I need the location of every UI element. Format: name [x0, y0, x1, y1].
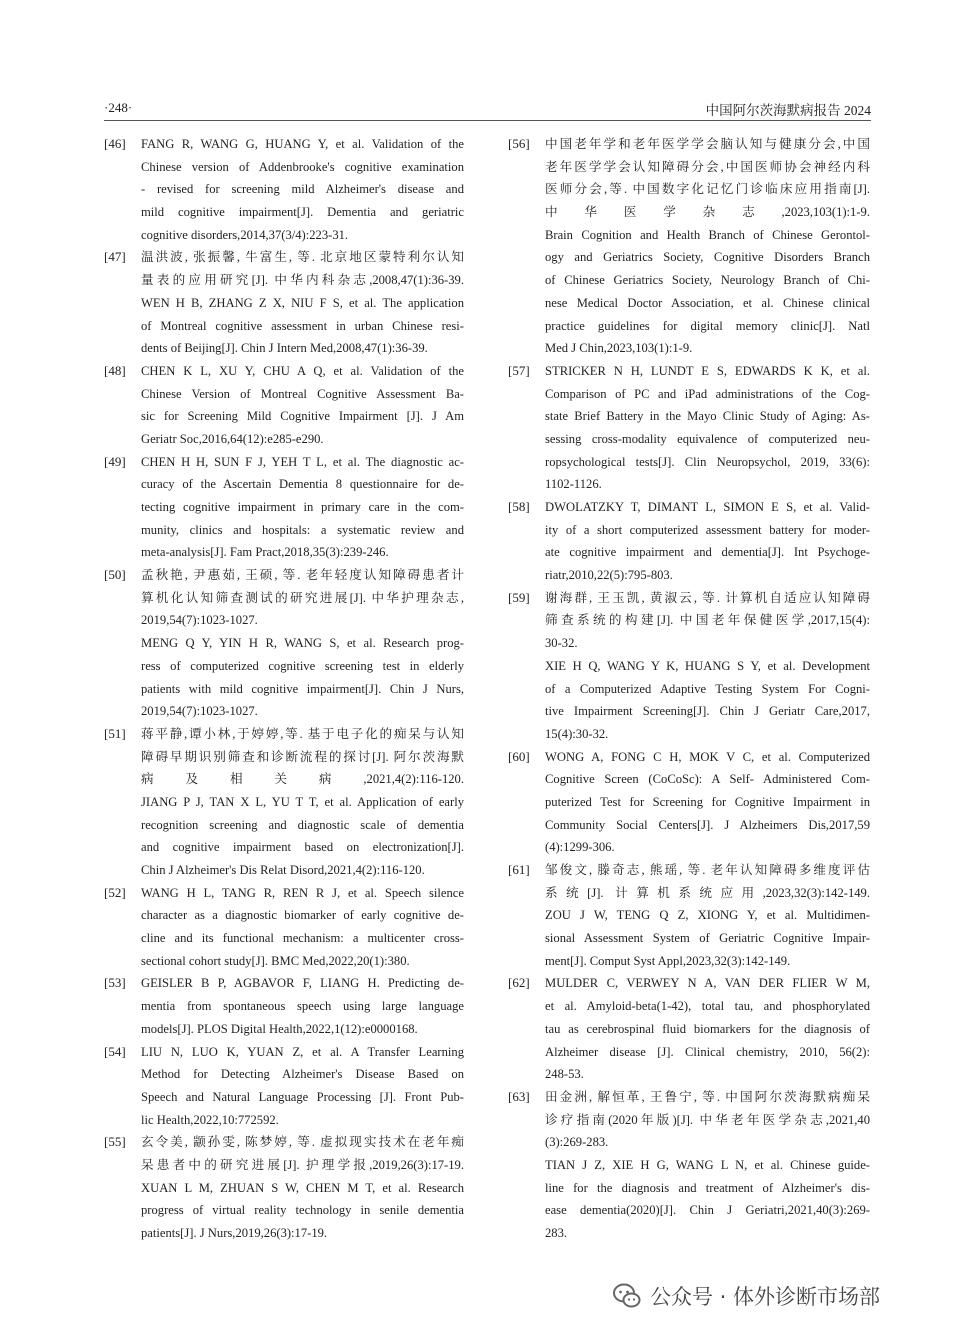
- reference-line: 2019,54(7):1023-1027.: [141, 613, 258, 628]
- reference-line: 系统[J]. 计算机系统应用,2023,32(3):142-149.: [545, 885, 870, 900]
- reference-number: [58]: [508, 499, 530, 514]
- reference-text: [141, 451, 464, 564]
- reference-number: [47]: [104, 249, 126, 265]
- reference-entry: [508, 587, 870, 746]
- watermark-text: 公众号 · 体外诊断市场部: [650, 1285, 881, 1309]
- reference-line: ZOU J W, TENG Q Z, XIONG Y, et al. Multidimen-: [545, 908, 870, 923]
- reference-line: 医师分会,等. 中国数字化记忆门诊临床应用指南[J].: [545, 182, 870, 197]
- reference-line: 248-53.: [545, 1067, 584, 1082]
- reference-line: Chin J Alzheimer's Dis Relat Disord,2021,4(2):116-120.: [141, 863, 425, 877]
- reference-text: [141, 1131, 464, 1244]
- reference-line: ogy and Geriatrics Society, Cognitive Disorders Branch: [545, 250, 870, 265]
- reference-line: STRICKER N H, LUNDT E S, EDWARDS K K, et al.: [545, 363, 870, 378]
- reference-text: [545, 587, 870, 746]
- reference-line: mentia from spontaneous speech using large language: [141, 999, 464, 1014]
- reference-line: 筛查系统的构建[J]. 中国老年保健医学,2017,15(4):: [545, 613, 870, 628]
- reference-entry: [508, 746, 870, 859]
- reference-line: Cognitive Screen (CoCoSc): A Self- Administered Com-: [545, 772, 870, 787]
- reference-line: 2019,54(7):1023-1027.: [141, 704, 258, 719]
- reference-line: of Chinese Geriatrics Society, Neurology Branch of Chi-: [545, 273, 870, 288]
- reference-line: cognitive disorders,2014,37(3/4):223-31.: [141, 227, 349, 242]
- reference-number: [50]: [104, 567, 126, 583]
- reference-line: Chinese version of Addenbrooke's cognitive examination: [141, 159, 464, 174]
- reference-line: Speech and Natural Language Processing [J]. Front Pub-: [141, 1089, 464, 1104]
- reference-line: Comparison of PC and iPad administrations of the Cog-: [545, 386, 870, 401]
- reference-text: [545, 746, 870, 859]
- reference-line: sectional cohort study[J]. BMC Med,2022,20(1):380.: [141, 953, 410, 968]
- reference-text: [545, 360, 870, 496]
- references-left-column: [104, 133, 464, 1245]
- reference-line: Alzheimer disease [J]. Clinical chemistry, 2010, 56(2):: [545, 1044, 870, 1059]
- reference-line: patients with mild cognitive impairment[J]. Chin J Nurs,: [141, 681, 464, 696]
- reference-text: [141, 246, 464, 359]
- reference-text: [141, 133, 464, 246]
- reference-entry: [508, 133, 870, 360]
- reference-text: [141, 723, 464, 882]
- page-number: ·248·: [104, 100, 133, 115]
- reference-line: riatr,2010,22(5):795-803.: [545, 568, 673, 583]
- reference-text: [141, 1041, 464, 1132]
- reference-text: [141, 564, 464, 723]
- reference-entry: [508, 360, 870, 496]
- reference-line: 温洪波, 张振馨, 牛富生, 等. 北京地区蒙特利尔认知: [141, 250, 464, 265]
- reference-line: 量表的应用研究[J]. 中华内科杂志,2008,47(1):36-39.: [141, 273, 464, 288]
- reference-line: XUAN L M, ZHUAN S W, CHEN M T, et al. Research: [141, 1180, 464, 1195]
- reference-entry: [104, 564, 464, 723]
- header-divider: [104, 120, 871, 121]
- reference-number: [62]: [508, 975, 530, 991]
- reference-number: [46]: [104, 136, 126, 151]
- reference-text: [545, 972, 870, 1085]
- reference-line: tecting cognitive impairment in primary care in the com-: [141, 500, 464, 514]
- reference-line: lic Health,2022,10:772592.: [141, 1112, 279, 1127]
- reference-number: [63]: [508, 1088, 530, 1104]
- reference-line: MENG Q Y, YIN H R, WANG S, et al. Research prog-: [141, 636, 464, 651]
- reference-line: progress of virtual reality technology in senile dementia: [141, 1203, 464, 1218]
- reference-text: [141, 360, 464, 451]
- reference-line: 诊疗指南(2020年版)[J]. 中华老年医学杂志,2021,40: [545, 1112, 870, 1127]
- reference-entry: [104, 360, 464, 451]
- reference-text: [545, 1086, 870, 1245]
- journal-title: 中国阿尔茨海默病报告 2024: [705, 103, 871, 118]
- reference-line: 呆患者中的研究进展[J]. 护理学报,2019,26(3):17-19.: [141, 1157, 464, 1172]
- reference-line: GEISLER B P, AGBAVOR F, LIANG H. Predicting de-: [141, 976, 464, 991]
- reference-line: 病及相关病,2021,4(2):116-120.: [141, 772, 464, 787]
- reference-number: [48]: [104, 362, 126, 378]
- reference-number: [60]: [508, 748, 530, 764]
- reference-line: Med J Chin,2023,103(1):1-9.: [545, 341, 693, 356]
- reference-entry: [104, 451, 464, 564]
- reference-line: 老年医学学会认知障碍分会,中国医师协会神经内科: [545, 159, 870, 174]
- reference-line: puterized Test for Screening for Cognitive Impairment in: [545, 794, 870, 809]
- reference-entry: [104, 882, 464, 973]
- reference-text: [141, 882, 464, 973]
- reference-line: nese Medical Doctor Association, et al. Chinese clinical: [545, 295, 870, 310]
- reference-line: 玄令美, 颛孙雯, 陈梦婷, 等. 虚拟现实技术在老年痴: [141, 1135, 464, 1150]
- reference-line: WEN H B, ZHANG Z X, NIU F S, et al. The application: [141, 295, 464, 310]
- reference-text: [545, 133, 870, 360]
- reference-entry: [508, 859, 870, 972]
- reference-line: WONG A, FONG C H, MOK V C, et al. Computerized: [545, 749, 870, 764]
- reference-line: tive Impairment Screening[J]. Chin J Geriatr Care,2017,: [545, 704, 870, 719]
- reference-number: [54]: [104, 1043, 126, 1059]
- reference-number: [49]: [104, 453, 126, 469]
- reference-line: munity, clinics and hospitals: a systematic review and: [141, 522, 464, 537]
- reference-line: FANG R, WANG G, HUANG Y, et al. Validation of the: [141, 137, 464, 151]
- reference-line: 障碍早期识别筛查和诊断流程的探讨[J]. 阿尔茨海默: [141, 749, 464, 764]
- reference-line: Method for Detecting Alzheimer's Disease Based on: [141, 1067, 464, 1082]
- reference-number: [59]: [508, 589, 530, 605]
- reference-line: 15(4):30-32.: [545, 726, 609, 741]
- reference-text: [545, 859, 870, 972]
- reference-line: MULDER C, VERWEY N A, VAN DER FLIER W M,: [545, 976, 870, 991]
- reference-line: CHEN K L, XU Y, CHU A Q, et al. Validation of the: [141, 363, 464, 378]
- reference-number: [51]: [104, 725, 126, 741]
- reference-line: ate cognitive impairment and dementia[J]. Int Psychoge-: [545, 545, 870, 560]
- reference-line: XIE H Q, WANG Y K, HUANG S Y, et al. Development: [545, 658, 870, 673]
- reference-line: sic for Screening Mild Cognitive Impairment [J]. J Am: [141, 409, 464, 424]
- reference-line: of Montreal cognitive assessment in urban Chinese resi-: [141, 318, 464, 333]
- reference-line: 谢海群, 王玉凯, 黄淑云, 等. 计算机自适应认知障碍: [545, 590, 870, 605]
- reference-line: 邹俊文, 滕奇志, 熊瑶, 等. 老年认知障碍多维度评估: [545, 863, 870, 877]
- reference-line: sessing cross-modality equivalence of computerized neu-: [545, 431, 870, 446]
- reference-entry: [508, 1086, 870, 1245]
- reference-entry: [104, 1131, 464, 1244]
- reference-line: patients[J]. J Nurs,2019,26(3):17-19.: [141, 1226, 328, 1240]
- reference-line: and cognitive impairment based on electronization[J].: [141, 840, 464, 855]
- watermark: [612, 1276, 880, 1316]
- reference-line: ropsychological tests[J]. Clin Neuropsychol, 2019, 33(6):: [545, 454, 870, 469]
- reference-line: (3):269-283.: [545, 1135, 609, 1150]
- reference-line: 中国老年学和老年医学学会脑认知与健康分会,中国: [545, 137, 870, 151]
- page-header: [0, 96, 972, 120]
- reference-entry: [104, 133, 464, 246]
- reference-line: (4):1299-306.: [545, 840, 615, 855]
- reference-number: [61]: [508, 862, 530, 877]
- reference-line: ment[J]. Comput Syst Appl,2023,32(3):142-149.: [545, 953, 791, 968]
- reference-number: [53]: [104, 975, 126, 991]
- reference-line: - revised for screening mild Alzheimer's disease and: [141, 182, 464, 197]
- reference-line: 30-32.: [545, 636, 578, 651]
- reference-line: et al. Amyloid-beta(1-42), total tau, and phosphorylated: [545, 999, 870, 1014]
- reference-line: meta-analysis[J]. Fam Pract,2018,35(3):239-246.: [141, 545, 389, 560]
- reference-line: curacy of the Ascertain Dementia 8 questionnaire for de-: [141, 477, 464, 492]
- reference-text: [545, 496, 870, 587]
- reference-line: Brain Cognition and Health Branch of Chinese Gerontol-: [545, 227, 870, 242]
- reference-entry: [104, 246, 464, 359]
- reference-line: of a Computerized Adaptive Testing System For Cogni-: [545, 681, 870, 696]
- reference-line: Community Social Centers[J]. J Alzheimers Dis,2017,59: [545, 817, 870, 832]
- reference-entry: [104, 1041, 464, 1132]
- reference-line: Chinese Version of Montreal Cognitive Assessment Ba-: [141, 386, 464, 401]
- reference-line: sional Assessment System of Geriatric Cognitive Impair-: [545, 931, 870, 946]
- references-right-column: [508, 133, 870, 1245]
- reference-line: models[J]. PLOS Digital Health,2022,1(12):e0000168.: [141, 1021, 418, 1036]
- reference-line: ress of computerized cognitive screening test in elderly: [141, 658, 464, 673]
- reference-line: JIANG P J, TAN X L, YU T T, et al. Application of early: [141, 794, 464, 809]
- reference-line: 田金洲, 解恒革, 王鲁宁, 等. 中国阿尔茨海默病痴呆: [545, 1089, 870, 1104]
- reference-entry: [508, 972, 870, 1085]
- reference-line: ease dementia(2020)[J]. Chin J Geriatri,2021,40(3):269-: [545, 1203, 870, 1218]
- reference-text: [141, 972, 464, 1040]
- reference-line: 算机化认知筛查测试的研究进展[J]. 中华护理杂志,: [141, 590, 464, 605]
- reference-number: [52]: [104, 884, 126, 900]
- reference-number: [55]: [104, 1134, 126, 1150]
- reference-line: state Brief Battery in the Mayo Clinic Study of Aging: As-: [545, 409, 870, 424]
- reference-line: TIAN J Z, XIE H G, WANG L N, et al. Chinese guide-: [545, 1157, 870, 1172]
- reference-line: tau as cerebrospinal fluid biomarkers for the diagnosis of: [545, 1021, 870, 1036]
- reference-entry: [104, 723, 464, 882]
- reference-line: ity of a short computerized assessment battery for moder-: [545, 522, 870, 537]
- reference-line: LIU N, LUO K, YUAN Z, et al. A Transfer Learning: [141, 1044, 464, 1059]
- reference-line: character as a diagnostic biomarker of early cognitive de-: [141, 908, 464, 923]
- reference-line: mild cognitive impairment[J]. Dementia and geriatric: [141, 205, 464, 220]
- wechat-icon: [612, 1281, 642, 1311]
- reference-line: Geriatr Soc,2016,64(12):e285-e290.: [141, 431, 324, 446]
- reference-number: [57]: [508, 362, 530, 378]
- reference-line: recognition screening and diagnostic scale of dementia: [141, 817, 464, 832]
- reference-entry: [104, 972, 464, 1040]
- reference-line: 孟秋艳, 尹惠茹, 王硕, 等. 老年轻度认知障碍患者计: [141, 568, 464, 583]
- reference-line: dents of Beijing[J]. Chin J Intern Med,2008,47(1):36-39.: [141, 341, 428, 356]
- reference-entry: [508, 496, 870, 587]
- reference-line: DWOLATZKY T, DIMANT L, SIMON E S, et al. Valid-: [545, 500, 870, 514]
- reference-number: [56]: [508, 136, 530, 151]
- reference-line: line for the diagnosis and treatment of Alzheimer's dis-: [545, 1180, 870, 1195]
- reference-line: cline and its functional mechanism: a multicenter cross-: [141, 931, 464, 946]
- reference-line: WANG H L, TANG R, REN R J, et al. Speech silence: [141, 885, 464, 900]
- reference-line: practice guidelines for digital memory clinic[J]. Natl: [545, 318, 870, 333]
- reference-line: 283.: [545, 1226, 568, 1240]
- reference-line: 蒋平静,谭小林,于婷婷,等. 基于电子化的痴呆与认知: [141, 726, 464, 741]
- reference-line: CHEN H H, SUN F J, YEH T L, et al. The diagnostic ac-: [141, 454, 464, 469]
- reference-line: 1102-1126.: [545, 477, 602, 492]
- reference-line: 中华医学杂志,2023,103(1):1-9.: [545, 205, 870, 220]
